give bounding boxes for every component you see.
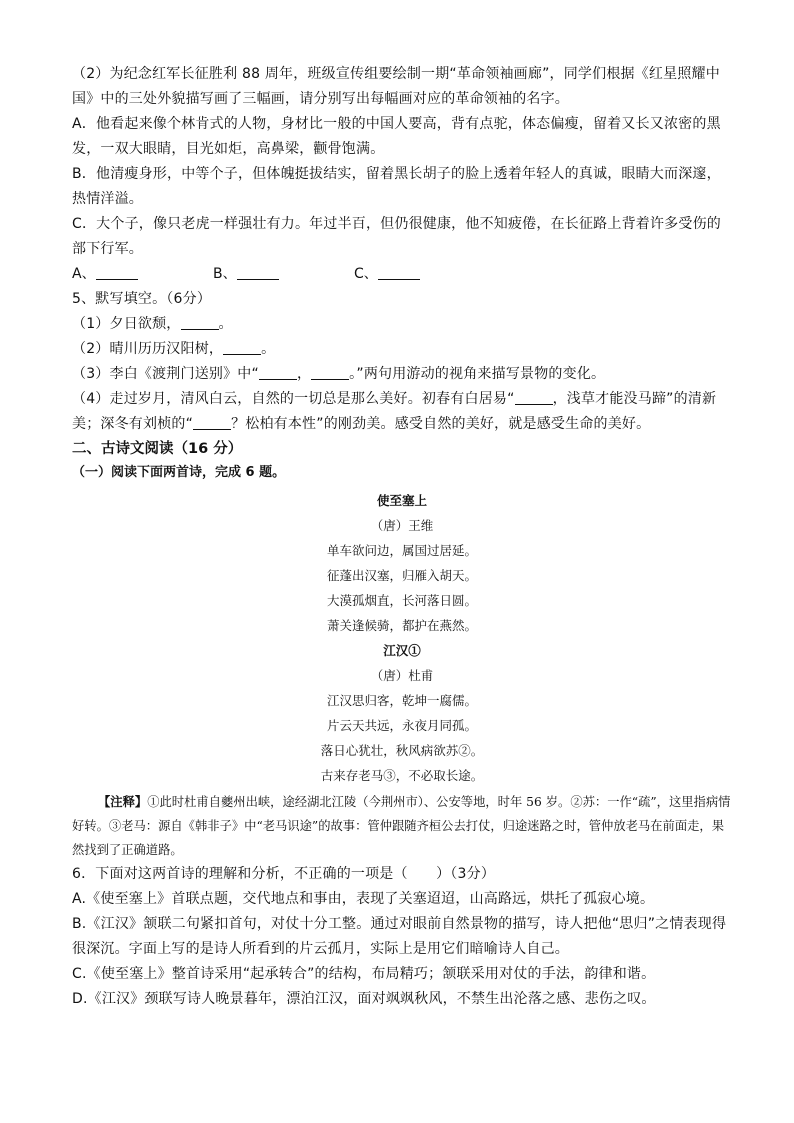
q6-option-c: C.《使至塞上》整首诗采用“起承转合”的结构，布局精巧；颔联采用对仗的手法，韵律和谐。: [72, 966, 656, 982]
q6-option-a: A.《使至塞上》首联点题，交代地点和事由，表现了关塞迢迢，山高路远，烘托了孤寂心境。: [72, 891, 655, 907]
poem-2-title: 江汉①: [383, 643, 421, 658]
q5-line4-mid: ，浅草才能没马蹄”的清新美；深冬有刘桢的“: [72, 391, 717, 432]
q4-answer-row: [72, 262, 732, 287]
poem-1-line: 征蓬出汉塞，归雁入胡天。: [326, 568, 477, 583]
q4-option-b: B．他清瘦身形，中等个子，但体魄挺拔结实，留着黑长胡子的脸上透着年轻人的真诚，眼睛大而深邃，热情洋溢。: [72, 166, 721, 207]
answer-blank[interactable]: [96, 265, 138, 280]
fill-blank[interactable]: [181, 315, 219, 330]
q4-option-c: C．大个子，像只老虎一样强壮有力。年过半百，但仍很健康，他不知疲倦，在长征路上背着许多受伤的部下行军。: [72, 216, 721, 257]
q5-line4: [72, 387, 732, 437]
poem-1-author: （唐）王维: [370, 518, 434, 533]
q4-answer-c: [354, 262, 495, 287]
q5-line2-text: （2）晴川历历汉阳树，: [72, 341, 224, 357]
poem-1-line: 单车欲问边，属国过居延。: [326, 543, 477, 558]
poem-1: [72, 488, 732, 638]
poem-2-line: 江汉思归客，乾坤一腐儒。: [326, 693, 477, 708]
poem-1-line: 大漠孤烟直，长河落日圆。: [326, 593, 477, 608]
q6-option-b: B.《江汉》颔联二句紧扣首句，对仗十分工整。通过对眼前自然景物的描写，诗人把他“思归”之情表现得很深沉。字面上写的是诗人所看到的片云孤月，实际上是用它们暗喻诗人自己。: [72, 916, 727, 957]
section-2-heading: 二、古诗文阅读（16 分）: [72, 441, 243, 457]
poem-1-title: 使至塞上: [376, 493, 427, 508]
q5-line3: [72, 362, 732, 387]
poem-2: [72, 638, 732, 788]
q5-line1-text: （1）夕日欲颓，: [72, 316, 181, 332]
q5-line4-text: （4）走过岁月，清风白云，自然的一切总是那么美好。初春有白居易“: [72, 391, 515, 407]
q6-option-d: D.《江汉》颈联写诗人晚景暮年，漂泊江汉，面对飒飒秋风，不禁生出沦落之感、悲伤之叹。: [72, 991, 656, 1007]
q4-answer-a: [72, 262, 213, 287]
fill-blank[interactable]: [259, 365, 297, 380]
fill-blank[interactable]: [223, 340, 261, 355]
q5-line2: [72, 337, 732, 362]
q5-title: 5、默写填空。（6分）: [72, 291, 212, 307]
q4-answer-a-label: A、: [72, 266, 96, 282]
poem-2-line: 古来存老马③，不必取长途。: [320, 768, 484, 783]
annotation-text: ①此时杜甫自夔州出峡，途经湖北江陵（今荆州市）、公安等地，时年 56 岁。②苏：一作“疏”，这里指病情好转。③老马：源自《韩非子》中“老马识途”的故事：管仲跟随齐桓公去打仗，归途迷路之时，管仲放老马在前面走，果然找到了正确道路。: [72, 795, 731, 857]
exam-page: [72, 62, 732, 1012]
poem-2-author: （唐）杜甫: [370, 668, 434, 683]
poem-1-line: 萧关逢候骑，都护在燕然。: [326, 618, 477, 633]
q5-line4-end: ？松柏有本性”的刚劲美。感受自然的美好，就是感受生命的美好。: [231, 416, 651, 432]
q5-line2-end: 。: [261, 341, 276, 357]
q5-line1-end: 。: [218, 316, 233, 332]
fill-blank[interactable]: [311, 365, 349, 380]
q5-line1: [72, 312, 732, 337]
annotation-tag: 【注释】: [98, 795, 148, 809]
poem-2-line: 落日心犹壮，秋风病欲苏②。: [320, 743, 484, 758]
q4-option-a: A．他看起来像个林肯式的人物，身材比一般的中国人要高，背有点驼，体态偏瘦，留着又长又浓密的黑发，一双大眼睛，目光如炬，高鼻梁，颧骨饱满。: [72, 116, 721, 157]
q5-line3-text: （3）李白《渡荆门送别》中“: [72, 366, 259, 382]
annotation-note: [72, 790, 732, 862]
q4-part2-stem: （2）为纪念红军长征胜利 88 周年，班级宣传组要绘制一期“革命领袖画廊”，同学们根据《红星照耀中国》中的三处外貌描写画了三幅画，请分别写出每幅画对应的革命领袖的名字。: [72, 66, 720, 107]
q4-answer-b: [213, 262, 354, 287]
answer-blank[interactable]: [378, 265, 420, 280]
fill-blank[interactable]: [193, 415, 231, 430]
q4-answer-c-label: C、: [354, 266, 378, 282]
q6-stem: 6．下面对这两首诗的理解和分析，不正确的一项是（ ）（3分）: [72, 866, 496, 882]
q5-line3-end: 。”两句用游动的视角来描写景物的变化。: [349, 366, 606, 382]
fill-blank[interactable]: [515, 390, 553, 405]
section-2-subheading: （一）阅读下面两首诗，完成 6 题。: [72, 465, 286, 480]
q4-answer-b-label: B、: [213, 266, 237, 282]
answer-blank[interactable]: [237, 265, 279, 280]
q5-line3-sep: ，: [296, 366, 312, 382]
poem-2-line: 片云天共远，永夜月同孤。: [326, 718, 477, 733]
